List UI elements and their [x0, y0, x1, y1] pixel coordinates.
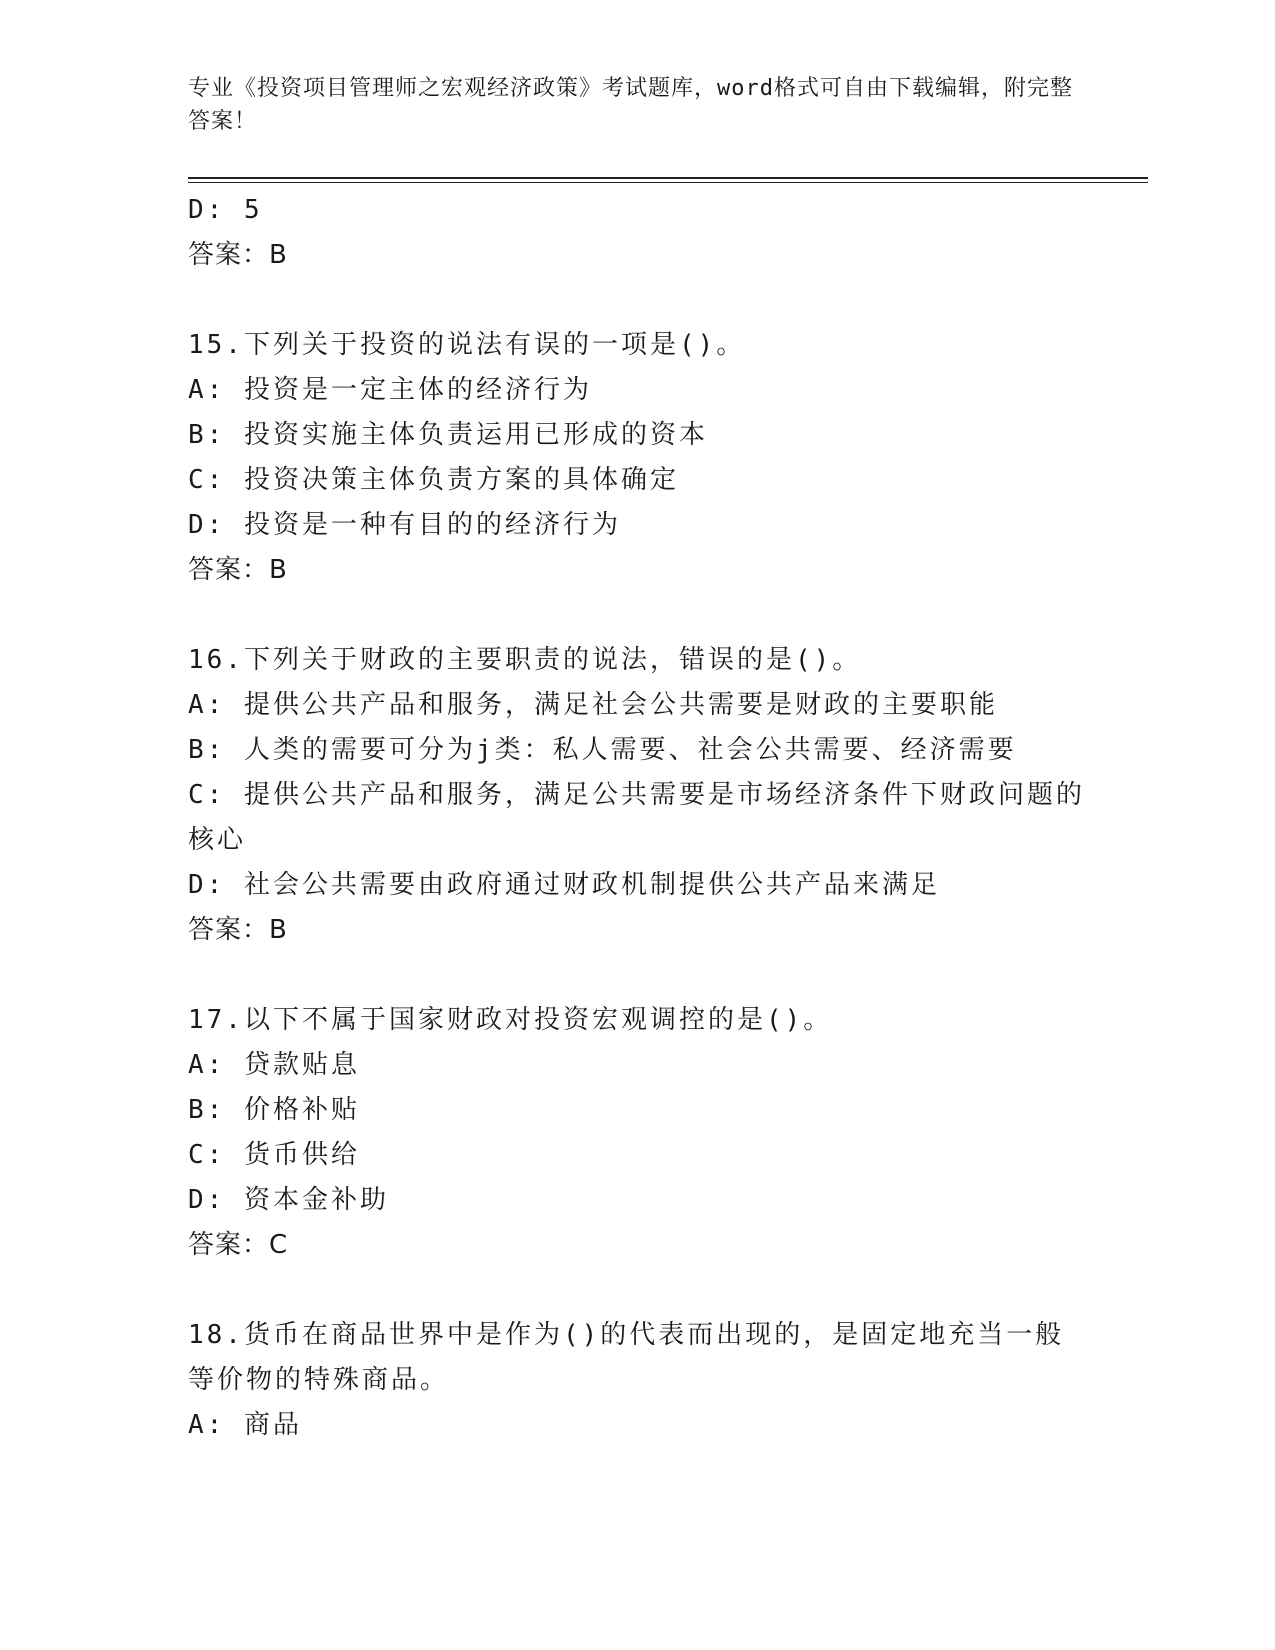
answer-line: 答案：B [188, 915, 288, 945]
option-c: C: 投资决策主体负责方案的具体确定 [188, 465, 679, 495]
answer-line: 答案：C [188, 1230, 289, 1260]
option-b: B: 人类的需要可分为j类：私人需要、社会公共需要、经济需要 [188, 735, 1017, 765]
option-d: D: 5 [188, 195, 263, 225]
option-d: D: 社会公共需要由政府通过财政机制提供公共产品来满足 [188, 870, 940, 900]
question-block [188, 638, 1148, 953]
header-divider-thin [188, 182, 1148, 183]
question-stem: 15.下列关于投资的说法有误的一项是()。 [188, 330, 746, 360]
question-block [188, 998, 1148, 1268]
question-stem: 17.以下不属于国家财政对投资宏观调控的是()。 [188, 1005, 833, 1035]
option-d: D: 资本金补助 [188, 1185, 389, 1215]
question-stem: 18.货币在商品世界中是作为()的代表而出现的，是固定地充当一般等价物的特殊商品。 [188, 1320, 1065, 1395]
answer-line: 答案：B [188, 240, 288, 270]
question-content [188, 188, 1148, 1448]
answer-line: 答案：B [188, 555, 288, 585]
option-a: A: 贷款贴息 [188, 1050, 360, 1080]
spacer [188, 953, 1148, 998]
page-header: 专业《投资项目管理师之宏观经济政策》考试题库，word格式可自由下载编辑，附完整答案！ [188, 76, 1073, 134]
spacer [188, 278, 1148, 323]
option-d: D: 投资是一种有目的的经济行为 [188, 510, 621, 540]
option-c: C: 货币供给 [188, 1140, 360, 1170]
question-block [188, 323, 1148, 593]
question-block [188, 1313, 1148, 1448]
option-a: A: 投资是一定主体的经济行为 [188, 375, 592, 405]
spacer [188, 593, 1148, 638]
header-divider-thick [188, 177, 1148, 179]
option-b: B: 价格补贴 [188, 1095, 360, 1125]
spacer [188, 1268, 1148, 1313]
option-a: A: 提供公共产品和服务，满足社会公共需要是财政的主要职能 [188, 690, 998, 720]
option-b: B: 投资实施主体负责运用已形成的资本 [188, 420, 708, 450]
option-a: A: 商品 [188, 1410, 302, 1440]
option-c: C: 提供公共产品和服务，满足公共需要是市场经济条件下财政问题的核心 [188, 780, 1085, 855]
question-stem: 16.下列关于财政的主要职责的说法，错误的是()。 [188, 645, 862, 675]
